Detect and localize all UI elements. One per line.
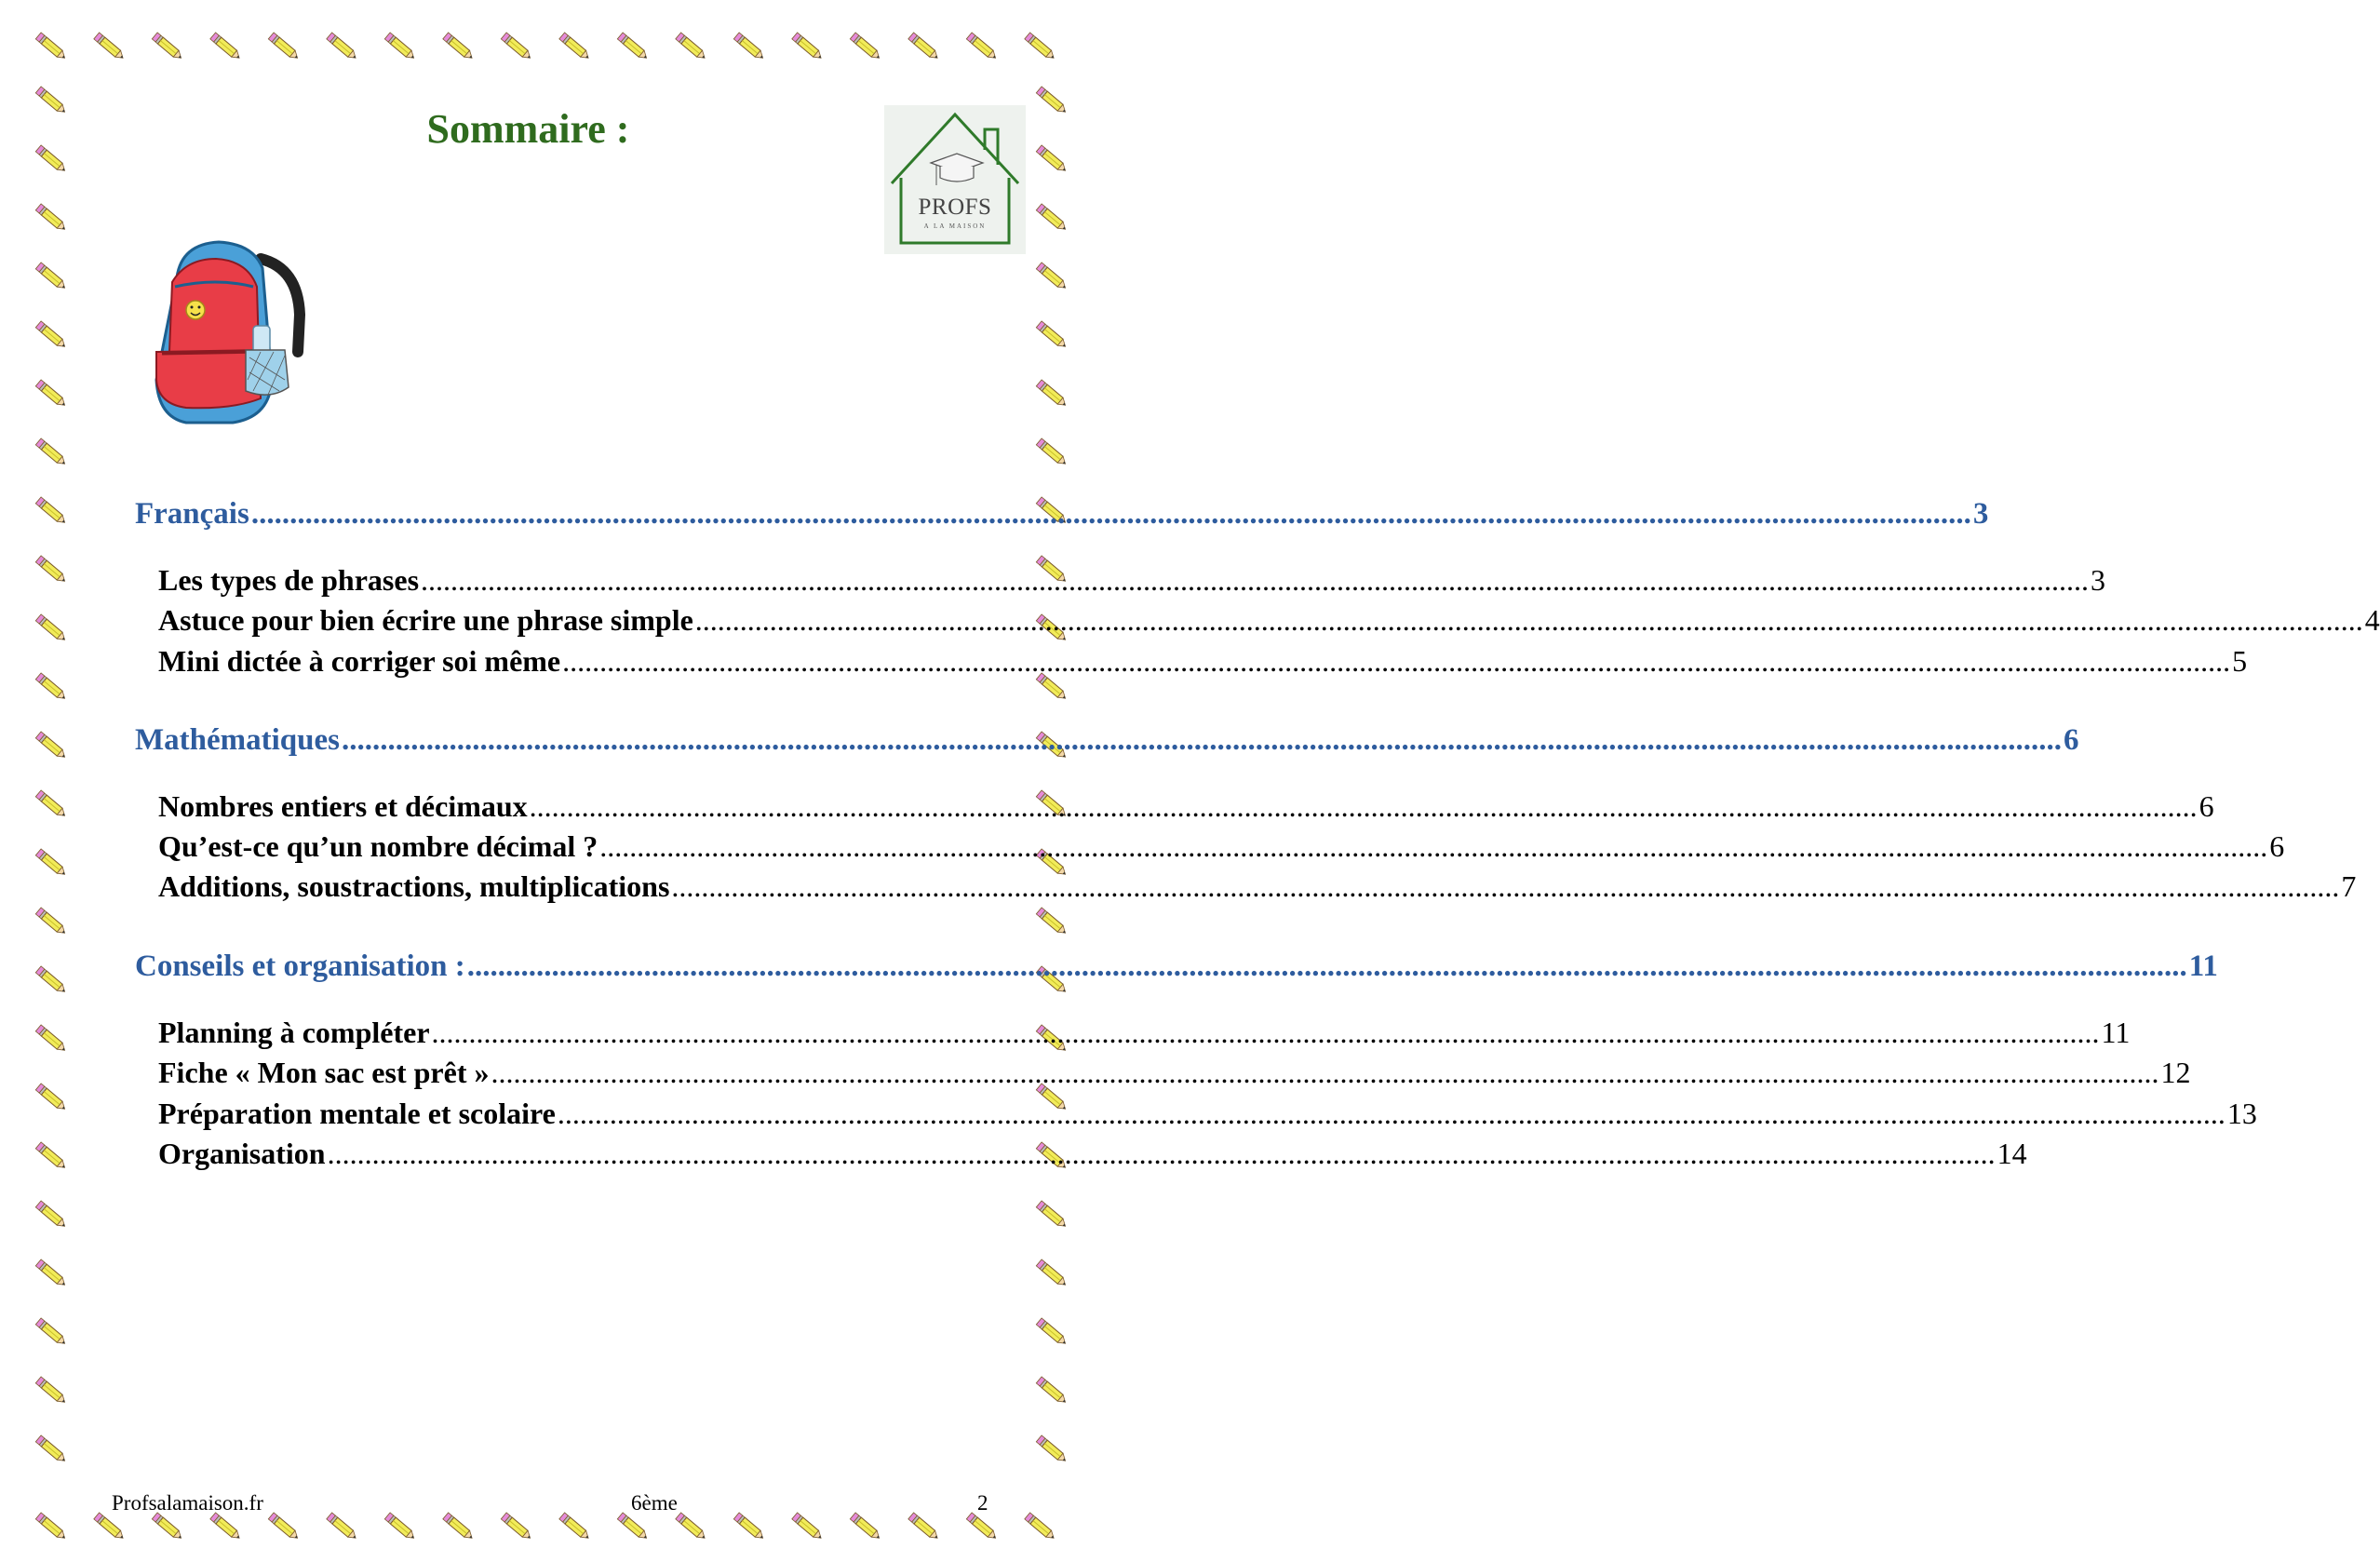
- toc-page-number: 6: [2198, 789, 2214, 823]
- toc-page-number: 7: [2341, 869, 2357, 903]
- toc-leader-dots: [342, 723, 2062, 758]
- toc-entry-label: Organisation: [158, 1137, 326, 1170]
- toc-section-label: Conseils et organisation :: [135, 949, 465, 983]
- toc-entry-label: Mini dictée à corriger soi même: [158, 644, 561, 678]
- toc-leader-dots: [599, 829, 2267, 864]
- footer-site: Profsalamaison.fr: [112, 1491, 263, 1515]
- logo-subtitle: A LA MAISON: [923, 222, 987, 230]
- toc-entry-label: Planning à compléter: [158, 1016, 430, 1049]
- toc-leader-dots: [695, 603, 2363, 638]
- toc-leader-dots: [467, 949, 2187, 984]
- toc-page-number: 11: [2188, 949, 2218, 983]
- toc-entry-label: Préparation mentale et scolaire: [158, 1097, 556, 1130]
- toc-leader-dots: [328, 1137, 1996, 1171]
- toc-leader-dots: [491, 1056, 2158, 1090]
- toc-leader-dots: [671, 869, 2339, 904]
- toc-leader-dots: [421, 563, 2089, 598]
- toc-entry[interactable]: [158, 603, 2380, 638]
- toc-page-number: 14: [1997, 1137, 2027, 1170]
- toc-page-number: 12: [2160, 1056, 2191, 1089]
- toc-page-number: 4: [2364, 603, 2380, 637]
- toc-entry-label: Nombres entiers et décimaux: [158, 789, 528, 823]
- toc-entry-label: Les types de phrases: [158, 563, 420, 597]
- toc-entry[interactable]: [158, 869, 2357, 904]
- toc-entry-label: Qu’est-ce qu’un nombre décimal ?: [158, 829, 598, 863]
- toc-entry-label: Astuce pour bien écrire une phrase simple: [158, 603, 693, 637]
- footer-grade: 6ème: [631, 1491, 678, 1515]
- toc-entry[interactable]: [158, 644, 2248, 679]
- toc-leader-dots: [562, 644, 2230, 679]
- toc-section-label: Mathématiques: [135, 723, 340, 757]
- toc-entry[interactable]: [158, 1097, 2257, 1131]
- toc-entry[interactable]: [158, 563, 2106, 598]
- toc-leader-dots: [558, 1097, 2225, 1131]
- toc-page-number: 5: [2232, 644, 2248, 678]
- toc-page-number: 3: [1972, 497, 1989, 531]
- toc-section-francais[interactable]: [135, 497, 1989, 532]
- toc-entry[interactable]: [158, 1056, 2191, 1090]
- page-title: Sommaire :: [426, 106, 630, 152]
- toc-entry[interactable]: [158, 829, 2285, 864]
- toc-entry-label: Fiche « Mon sac est prêt »: [158, 1056, 490, 1089]
- logo-name: PROFS: [918, 195, 992, 220]
- toc-page-number: 3: [2091, 563, 2106, 597]
- toc-section-conseils[interactable]: [135, 949, 2218, 984]
- toc-leader-dots: [251, 497, 1971, 532]
- toc-entry[interactable]: [158, 1137, 2027, 1171]
- toc-section-mathematiques[interactable]: [135, 723, 2079, 758]
- toc-section-label: Français: [135, 497, 249, 531]
- toc-entry-label: Additions, soustractions, multiplications: [158, 869, 670, 903]
- footer-page-number: 2: [977, 1491, 988, 1515]
- toc-entry[interactable]: [158, 789, 2214, 824]
- toc-page-number: 13: [2226, 1097, 2257, 1130]
- toc-entry[interactable]: [158, 1016, 2131, 1050]
- toc-page-number: 11: [2101, 1016, 2131, 1049]
- toc-leader-dots: [530, 789, 2198, 824]
- toc-page-number: 6: [2063, 723, 2079, 757]
- toc-page-number: 6: [2269, 829, 2285, 863]
- toc-leader-dots: [432, 1016, 2100, 1050]
